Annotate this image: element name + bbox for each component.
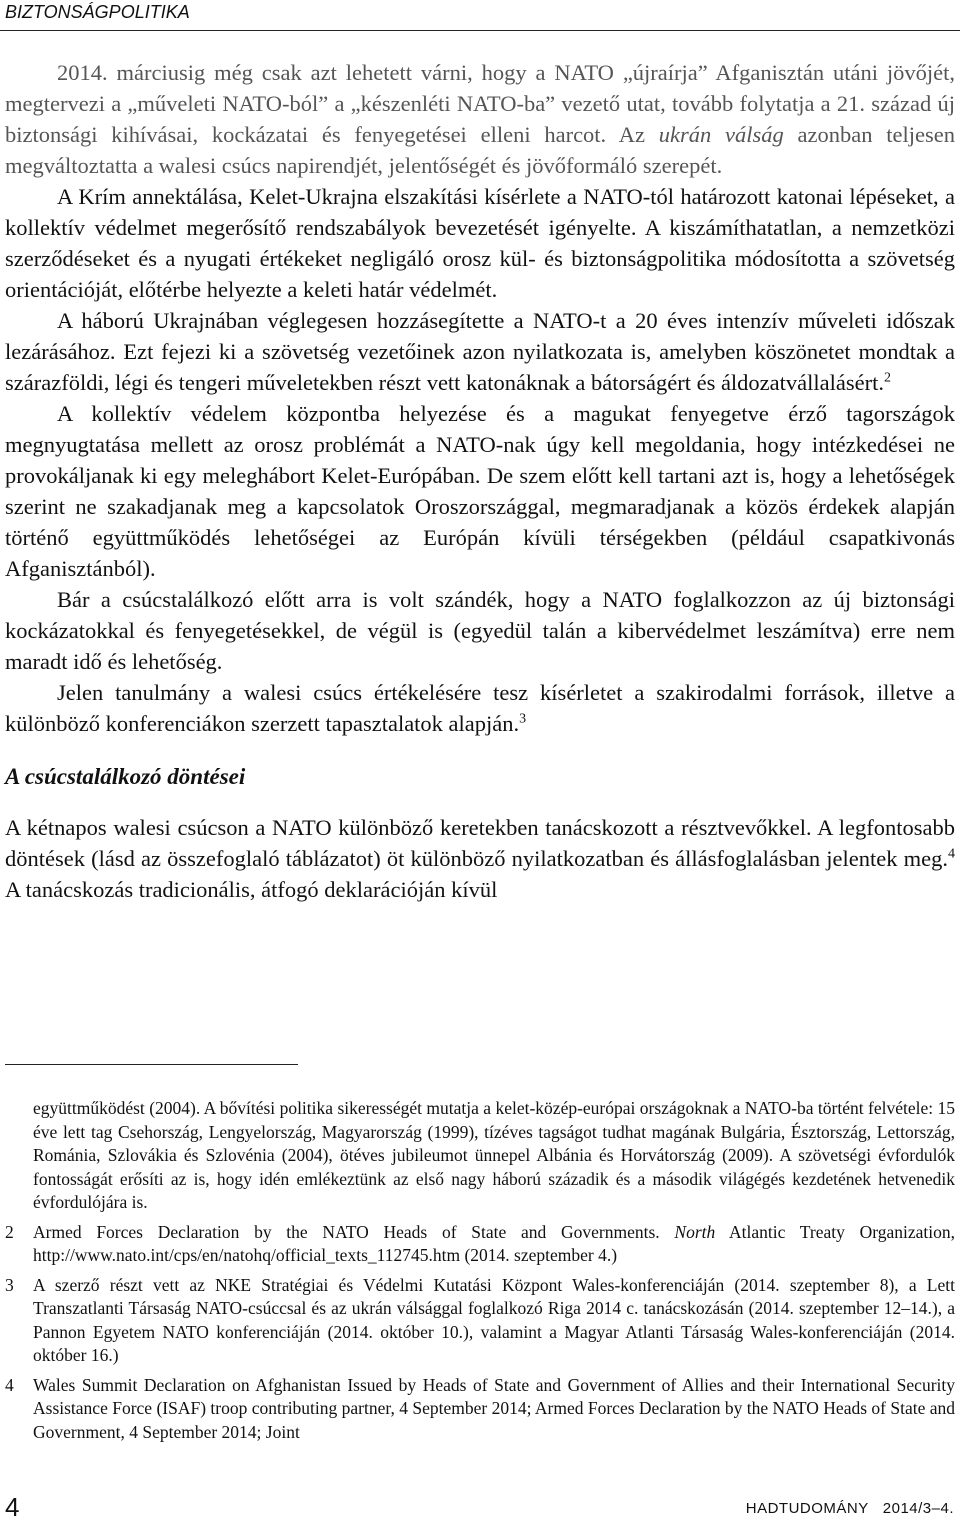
journal-title: HADTUDOMÁNY [745, 1500, 869, 1517]
footnote-2-text-a: Armed Forces Declaration by the NATO Heads of State and Governments. [33, 1221, 675, 1242]
footnote-4-text: Wales Summit Declaration on Afghanistan Issued by Heads of State and Government of Allies and their International Security Assistance Force (ISAF) troop contributing partner, 4 September 2014; Armed Forces Declaration by the NATO Heads of State and Government, 4 September 2014; Joint [33, 1374, 955, 1442]
paragraph-2: A Krím annektálása, Kelet-Ukrajna elszakítási kísérlete a NATO-tól határozott katonai lépéseket, a kollektív védelmet megerősítő rendszabályok bevezetését igényelte. A kiszámíthatatlan, a nemzetközi szerződéseket és a nyugati értékeket negligáló orosz kül- és biztonságpolitika módosította a szövetség orientációját, előtérbe helyezte a keleti határ védelmét. [5, 184, 955, 302]
footnote-continuation [5, 1097, 955, 1215]
paragraph-6 [5, 677, 955, 739]
paragraph-6-text: Jelen tanulmány a walesi csúcs értékelésére tesz kísérletet a szakirodalmi források, illetve a különböző konferenciákon szerzett tapasztalatok alapján. [5, 680, 955, 736]
footnote-3 [5, 1274, 955, 1368]
paragraph-4: A kollektív védelem központba helyezése és a magukat fenyegetve érző tagországok megnyugtatása mellett az orosz problémát a NATO-nak úgy kell megoldania, hogy intézkedései ne provokáljanak ki egy meleghábort Kelet-Európában. De szem előtt kell tartani azt is, hogy a lehetőségek szerint ne szakadjanak meg a kapcsolatok Oroszországgal, megmaradjanak a közös érdekek alapján történő együttműködés lehetőségei az Európán kívüli térségekben (például csapatkivonás Afganisztánból). [5, 401, 955, 581]
footnote-rule [5, 1064, 298, 1065]
journal-footer [746, 1500, 954, 1517]
section-paragraph-1-tail: A tanácskozás tradicionális, átfogó deklarációján kívül [5, 877, 498, 902]
footnotes [5, 1097, 955, 1450]
footnote-4-number: 4 [5, 1374, 14, 1395]
footnote-4 [5, 1374, 955, 1445]
header-rule [0, 30, 960, 31]
paragraph-1 [5, 57, 955, 181]
paragraph-3-text: A háború Ukrajnában véglegesen hozzásegítette a NATO-t a 20 éves intenzív műveleti időszak lezárásához. Ezt fejezi ki a szövetség vezetőinek azon nyilatkozata is, amelyben köszönetet mondtak a szárazföldi, légi és tengeri műveletekben részt vett katonáknak a bátorságért és áldozatvállalásért. [5, 308, 955, 395]
paragraph-1-text: 2014. márciusig még csak azt lehetett várni, hogy a NATO „újraírja” Afganisztán utáni jövőjét, megtervezi a „műveleti NATO-ból” a „készenléti NATO-ba” vezető utat, tovább folytatja a 21. század új biztonsági kihívásai, kockázatai és fenyegetései elleni harcot. Az [5, 60, 955, 147]
paragraph-1-text-end: azonban teljesen megváltoztatta a walesi csúcs napirendjét, jelentőségét és jövőformáló szerepét. [5, 122, 955, 178]
footnote-ref-2[interactable]: 2 [883, 370, 891, 386]
footnote-2-text [33, 1221, 955, 1268]
footnote-continuation-text: együttműködést (2004). A bővítési politika sikerességét mutatja a kelet-közép-európai országoknak a NATO-ba történt felvétele: 15 éve lett tag Csehország, Lengyelország, Magyarország (1999), tízéves tagságot tudhat magának Bulgária, Észtország, Lettország, Románia, Szlovákia és Szlovénia (2004), ötéves jubileumot ünnepel Albánia és Horvátország (2009). A szövetségi évfordulók fontosságát erősíti az is, hogy idén emlékeztünk az első nagy háború századik és a második világégés kezdetének hetvenedik évfordulójára is. [33, 1098, 955, 1212]
body-text [5, 57, 955, 905]
footnote-2-text-b: Atlantic Treaty Organization, http://www.nato.int/cps/en/natohq/official_texts_112745.htm (2014. szeptember 4.) [33, 1221, 955, 1265]
footnote-2-emphasis: North [674, 1221, 716, 1242]
section-paragraph-1-text: A kétnapos walesi csúcson a NATO különböző keretekben tanácskozott a résztvevőkkel. A legfontosabb döntések (lásd az összefoglaló táblázatot) öt különböző nyilatkozatban és állásfoglalásban jelentek meg. [5, 815, 955, 871]
paragraph-5: Bár a csúcstalálkozó előtt arra is volt szándék, hogy a NATO foglalkozzon az új biztonsági kockázatokkal és fenyegetésekkel, de végül is (egyedül talán a kibervédelmet leszámítva) erre nem maradt idő és lehetőség. [5, 587, 955, 674]
footnote-ref-3[interactable]: 3 [519, 711, 527, 727]
footnote-2-number: 2 [5, 1221, 14, 1242]
footnote-ref-4[interactable]: 4 [948, 846, 955, 862]
footnote-3-number: 3 [5, 1274, 14, 1295]
journal-issue: 2014/3–4. [882, 1500, 954, 1517]
paragraph-3 [5, 305, 955, 398]
paragraph-1-emphasis: ukrán válság [658, 122, 784, 147]
section-paragraph-1 [5, 812, 955, 905]
section-title: A csúcstalálkozó döntései [5, 764, 246, 789]
footnote-2 [5, 1221, 955, 1268]
footnote-3-text: A szerző részt vett az NKE Stratégiai és Védelmi Kutatási Központ Wales-konferenciáján (2014. szeptember 8), a Lett Transzatlanti Társaság NATO-csúccsal és az ukrán válsággal foglalkozó Riga 2014 c. tanácskozásán (2014. szeptember 12–14.), a Pannon Egyetem NATO konferenciáján (2014. október 10.), valamint a Magyar Atlanti Társaság Wales-konferenciáján (2014. október 16.) [33, 1274, 955, 1365]
running-title: BIZTONSÁGPOLITIKA [5, 2, 190, 22]
page-number: 4 [5, 1492, 20, 1522]
